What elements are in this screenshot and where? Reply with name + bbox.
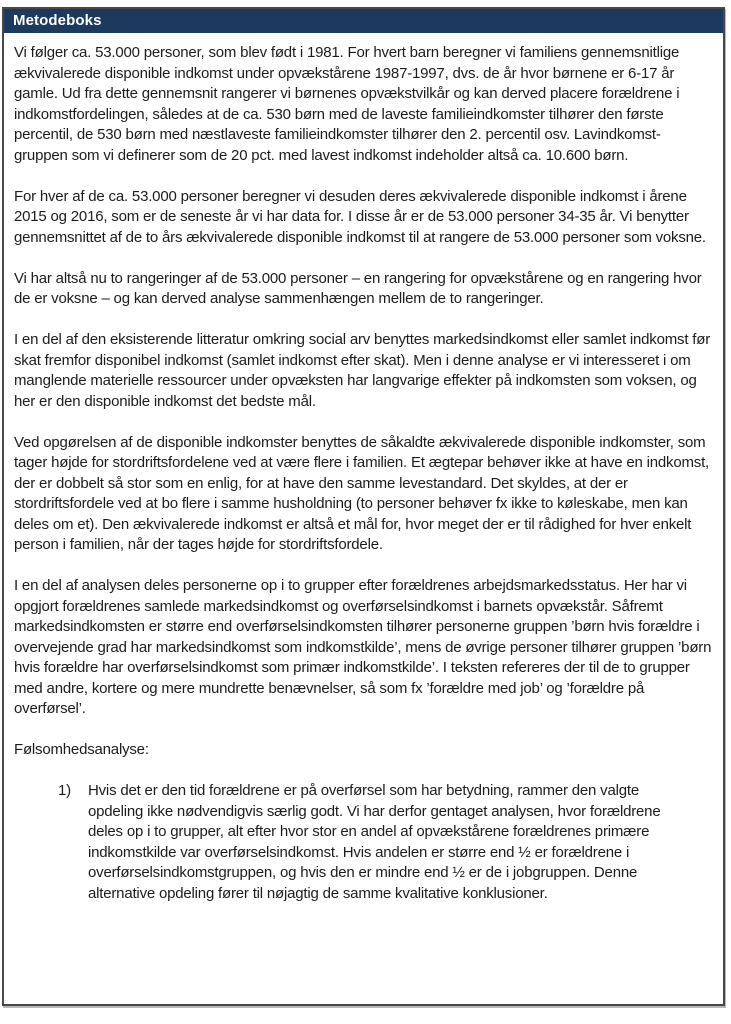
paragraph-adult-income: For hver af de ca. 53.000 personer beregner vi desuden deres ækvivalerede disponible indkomst i årene 2015 og 2016, som er de seneste år vi har data for. I disse år er de 53.000 personer 34-35 år. Vi benytter gennemsnittet af de to års ækvivalerede disponible indkomst til at rangere de 53.000 personer som voksne. bbox=[14, 187, 706, 246]
method-box-title: Metodeboks bbox=[13, 12, 102, 29]
paragraph-sample-ranking: Vi følger ca. 53.000 personer, som blev født i 1981. For hvert barn beregner vi familiens gennemsnitlige ækvivalerede disponible indkomst under opvækstårene 1987-1997, dvs. de år hvor børnene er 6-17 år gamle. Ud fra dette gennemsnit rangerer vi børnenes opvækstvilkår og kan derved placere forældrene i indkomstfordelingen, således at de ca. 530 børn med de laveste familieindkomster tilhører den første percentil, de 530 børn med næstlaveste familieindkomster tilhører den 2. percentil osv. Lavindkomst-gruppen som vi definerer som de 20 pct. med lavest indkomst indeholder altså ca. 10.600 børn. bbox=[14, 44, 680, 164]
method-box-title-bar bbox=[4, 9, 723, 33]
paragraph-literature-income-measure: I en del af den eksisterende litteratur omkring social arv benyttes markedsindkomst eller samlet indkomst før skat fremfor disponibel indkomst (samlet indkomst efter skat). Men i denne analyse er vi interesseret i om manglende materielle ressourcer under opvæksten har langvarige effekter på indkomsten som voksen, og her er den disponible indkomst det bedste mål. bbox=[14, 331, 711, 410]
method-box-body bbox=[4, 33, 723, 932]
paragraph-sensitivity-heading: Følsomhedsanalyse: bbox=[14, 741, 149, 758]
list-item-text: Hvis det er den tid forældrene er på overførsel som har betydning, rammer den valgte opdeling ikke nødvendigvis særlig godt. Vi har derfor gentaget analysen, hvor forældrene deles op i to grupper, alt efter hvor stor en andel af opvækstårene forældrenes primære indkomstkilde var overførselsindkomst. Hvis andelen er større end ½ er forældrene i overførselsindkomstgruppen, og hvis den er mindre end ½ er de i jobgruppen. Denne alternative opdeling fører til nøjagtig de samme kvalitative konklusioner. bbox=[88, 782, 661, 902]
numbered-list-item-1 bbox=[14, 781, 712, 904]
paragraph-equivalised-income: Ved opgørelsen af de disponible indkomster benyttes de såkaldte ækvivalerede disponible indkomster, som tager højde for stordriftsfordelene ved at være flere i familien. Et ægtepar behøver ikke at have en indkomst, der er dobbelt så stor som en enlig, for at have den samme levestandard. Det skyldes, at der er stordriftsfordele ved at bo flere i samme husholdning (to personer behøver fx ikke to køleskabe, men kan deles om et). Den ækvivalerede indkomst er altså et mål for, hvor meget der er til rådighed for hver enkelt person i familien, når der tages højde for stordriftsfordele. bbox=[14, 433, 710, 553]
method-box bbox=[2, 7, 725, 1006]
list-item-marker: 1) bbox=[58, 782, 71, 799]
paragraph-two-rankings: Vi har altså nu to rangeringer af de 53.000 personer – en rangering for opvækstårene og en rangering hvor de er voksne – og kan derved analyse sammenhængen mellem de to rangeringer. bbox=[14, 269, 702, 307]
paragraph-parent-labour-market-groups: I en del af analysen deles personerne op i to grupper efter forældrenes arbejdsmarkedsstatus. Her har vi opgjort forældrenes samlede markedsindkomst og overførselsindkomst i barnets opvækstår. Såfremt markedsindkomsten er større end overførselsindkomsten tilhører personerne gruppen ’børn hvis forældre i overvejende grad har markedsindkomst som indkomstkilde’, mens de øvrige personer tilhører gruppen ’børn hvis forældre har overførselsindkomst som primær indkomstkilde’. I teksten refereres der til de to grupper med andre, kortere og mere mundrette benævnelser, så som fx ’forældre med job’ og ’forældre på overførsel’. bbox=[14, 577, 712, 717]
